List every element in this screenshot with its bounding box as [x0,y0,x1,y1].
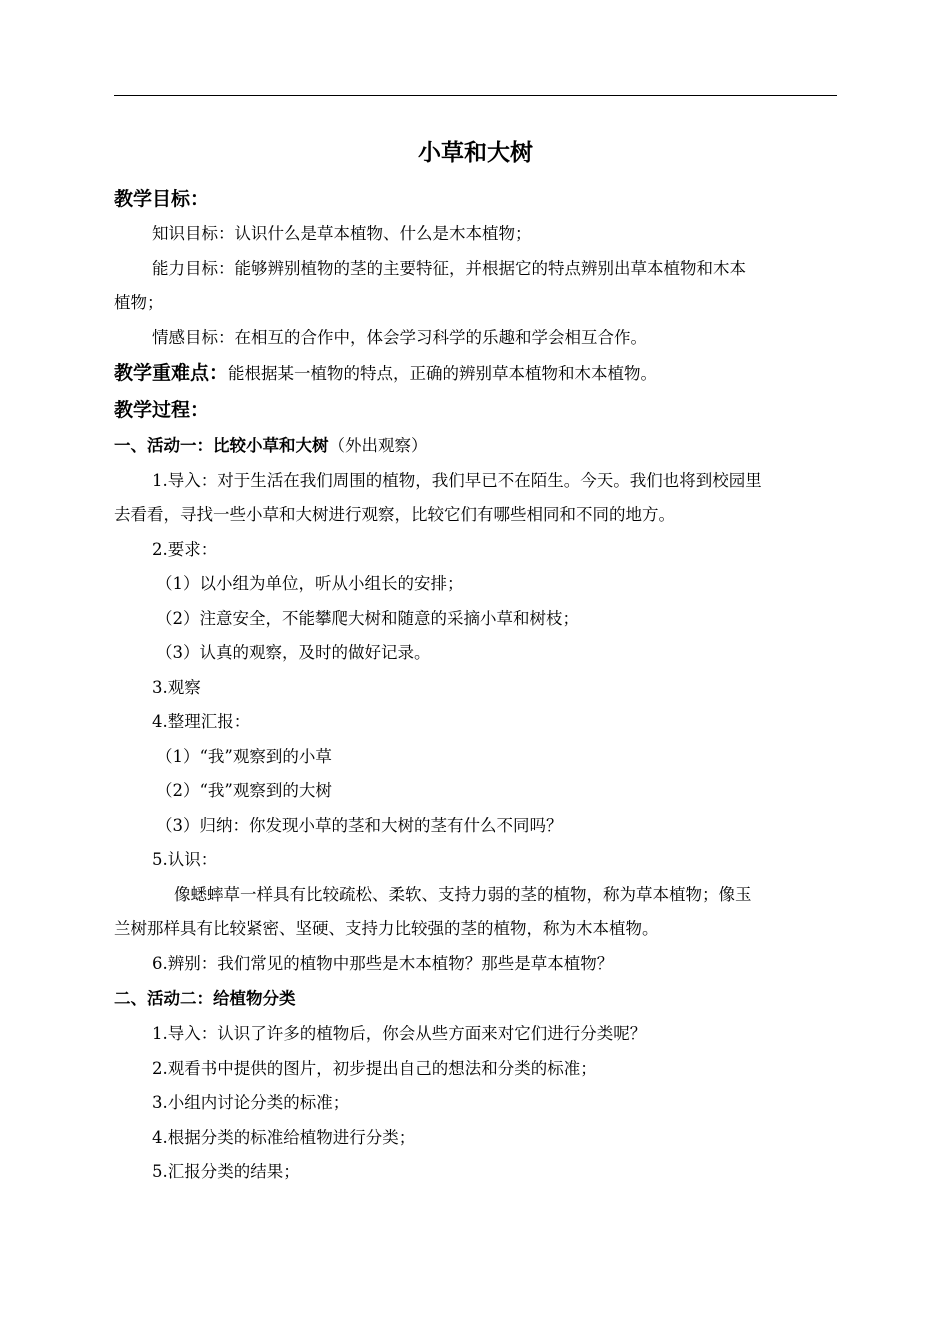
activity1-identify: 6.辨别：我们常见的植物中那些是木本植物？那些是草本植物？ [152,953,614,973]
report-1: （1）“我”观察到的小草 [156,746,332,766]
document-page [114,128,837,1190]
activity1-heading [114,428,837,464]
objectives-heading: 教学目标： [114,188,210,210]
process-heading: 教学过程： [114,398,210,421]
activity2-step1: 1.导入：认识了许多的植物后，你会从些方面来对它们进行分类呢？ [152,1024,647,1043]
report-2: （2）“我”观察到的大树 [156,781,332,800]
ability-objective-line2: 植物； [114,293,164,312]
key-points [114,355,837,392]
header-rule [114,95,837,96]
activity1-report: 4.整理汇报： [152,712,251,731]
activity1-know: 5.认识： [152,850,218,869]
activity1-observe: 3.观察 [152,677,201,697]
report-3: （3）归纳：你发现小草的茎和大树的茎有什么不同吗？ [156,815,563,835]
key-points-heading: 教学重难点： [114,362,229,384]
activity1-intro-line1: 1.导入：对于生活在我们周围的植物，我们早已不在陌生。今天。我们也将到校园里 [152,470,762,490]
knowledge-objective: 知识目标：认识什么是草本植物、什么是木本植物； [152,224,532,243]
know-line1: 像蟋蟀草一样具有比较疏松、柔软、支持力弱的茎的植物，称为草本植物；像玉 [174,884,752,904]
requirement-2: （2）注意安全，不能攀爬大树和随意的采摘小草和树枝； [156,608,579,628]
activity1-title: 一、活动一：比较小草和大树 [114,435,329,455]
know-line2: 兰树那样具有比较紧密、坚硬、支持力比较强的茎的植物，称为木本植物。 [114,919,659,938]
key-points-text: 能根据某一植物的特点，正确的辨别草本植物和木本植物。 [228,364,658,383]
activity1-requirements: 2.要求： [152,539,218,559]
activity2-step3: 3.小组内讨论分类的标准； [152,1093,350,1112]
activity2-step2: 2.观看书中提供的图片，初步提出自己的想法和分类的标准； [152,1058,597,1078]
emotion-objective: 情感目标：在相互的合作中，体会学习科学的乐趣和学会相互合作。 [152,327,647,347]
page-title: 小草和大树 [418,140,533,166]
activity1-note: （外出观察） [328,435,428,455]
ability-objective-line1: 能力目标：能够辨别植物的茎的主要特征，并根据它的特点辨别出草本植物和木本 [152,258,746,278]
requirement-3: （3）认真的观察，及时的做好记录。 [156,643,431,662]
requirement-1: （1）以小组为单位，听从小组长的安排； [156,574,464,593]
activity2-heading: 二、活动二：给植物分类 [114,989,296,1008]
activity2-step4: 4.根据分类的标准给植物进行分类； [152,1127,416,1147]
activity2-step5: 5.汇报分类的结果； [152,1162,300,1181]
activity1-intro-line2: 去看看，寻找一些小草和大树进行观察，比较它们有哪些相同和不同的地方。 [114,505,675,524]
